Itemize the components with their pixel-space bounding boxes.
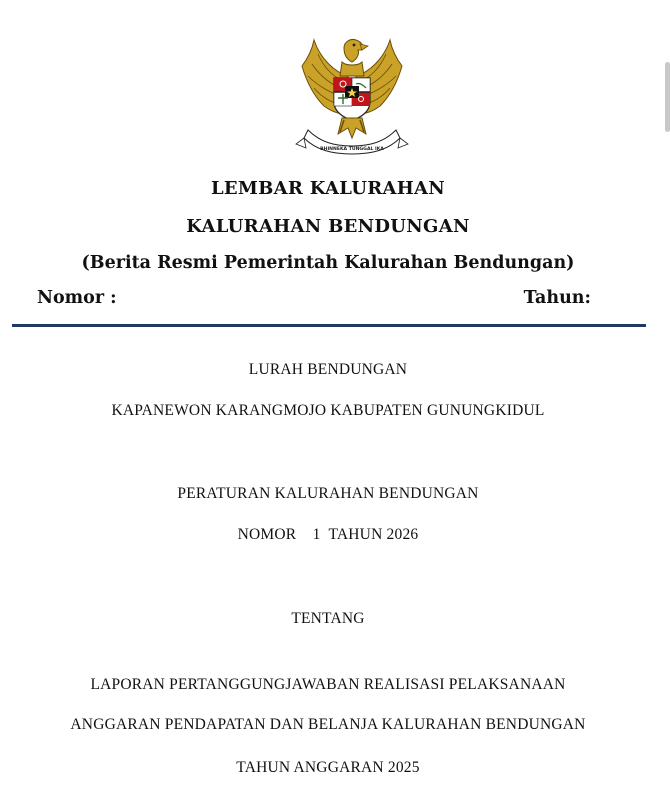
nomor-label: Nomor : bbox=[37, 288, 117, 308]
regulation-number: NOMOR 1 TAHUN 2026 bbox=[237, 526, 419, 543]
subject-line3: TAHUN ANGGARAN 2025 bbox=[236, 759, 420, 776]
document-subtitle: (Berita Resmi Pemerintah Kalurahan Bendungan) bbox=[81, 253, 575, 273]
header-divider bbox=[12, 324, 646, 327]
issuer-line1: LURAH BENDUNGAN bbox=[248, 361, 408, 378]
subject-line1: LAPORAN PERTANGGUNGJAWABAN REALISASI PELAKSANAAN bbox=[90, 676, 566, 693]
about-label: TENTANG bbox=[291, 610, 365, 627]
document-title-line1: LEMBAR KALURAHAN bbox=[210, 178, 446, 199]
issuer-line2: KAPANEWON KARANGMOJO KABUPATEN GUNUNGKIDUL bbox=[111, 402, 545, 419]
subject-line2: ANGGARAN PENDAPATAN DAN BELANJA KALURAHAN BENDUNGAN bbox=[70, 716, 586, 733]
document-title-line2: KALURAHAN BENDUNGAN bbox=[186, 216, 470, 237]
svg-text:BHINNEKA TUNGGAL IKA: BHINNEKA TUNGGAL IKA bbox=[320, 147, 384, 152]
scrollbar-thumb[interactable] bbox=[665, 62, 670, 132]
regulation-title: PERATURAN KALURAHAN BENDUNGAN bbox=[177, 485, 479, 502]
tahun-label: Tahun: bbox=[523, 288, 591, 308]
nomor-tahun-row bbox=[37, 288, 591, 308]
garuda-emblem-icon bbox=[290, 32, 414, 156]
